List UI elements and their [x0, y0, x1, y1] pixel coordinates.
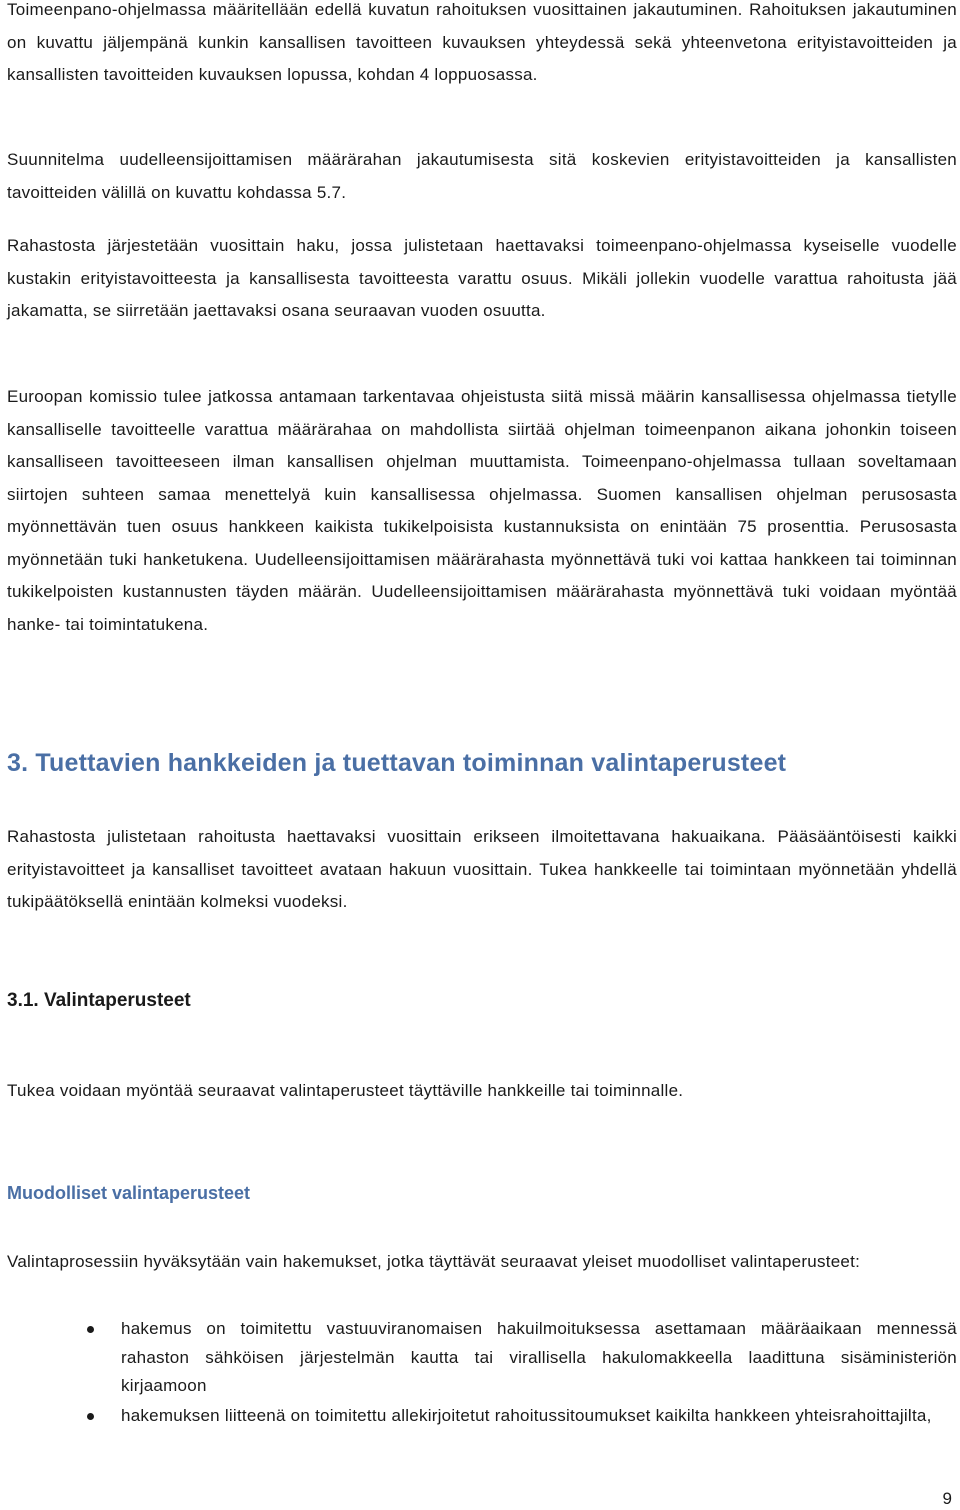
- bullet-icon: [87, 1326, 94, 1333]
- section-3-1-heading: 3.1. Valintaperusteet: [7, 990, 191, 1011]
- paragraph-formal-criteria-intro: Valintaprosessiin hyväksytään vain hakemukset, jotka täyttävät seuraavat yleiset muodolliset valintaperusteet:: [7, 1252, 861, 1271]
- formal-criteria-heading: Muodolliset valintaperusteet: [7, 1183, 251, 1203]
- paragraph-resettlement-plan: Suunnitelma uudelleensijoittamisen määrärahan jakautumisesta sitä koskevien erityistavoitteiden ja kansallisten tavoitteiden välillä on kuvattu kohdassa 5.7.: [7, 150, 957, 202]
- criteria-bullet-list: [7, 1315, 957, 1431]
- list-item-text: hakemus on toimitettu vastuuviranomaisen hakuilmoituksessa asettamaan määräaikaan mennessä rahaston sähköisen järjestelmän kautta tai virallisella hakulomakkeella laadittuna sisäministeriön kirjaamoon: [121, 1319, 957, 1395]
- paragraph-annual-call: Rahastosta järjestetään vuosittain haku, jossa julistetaan haettavaksi toimeenpano-ohjelmassa kyseiselle vuodelle kustakin erityistavoitteesta ja kansallisesta tavoitteesta varattu osuus. Mikäli jollekin vuodelle varattua rahoitusta jää jakamatta, se siirretään jaettavaksi osana seuraavan vuoden osuutta.: [7, 236, 957, 320]
- paragraph-selection-intro: Tukea voidaan myöntää seuraavat valintaperusteet täyttäville hankkeille tai toiminnalle.: [7, 1081, 684, 1100]
- paragraph-commission-guidance: Euroopan komissio tulee jatkossa antamaan tarkentavaa ohjeistusta siitä missä määrin kansallisessa ohjelmassa tietylle kansalliselle tavoitteelle varattua määrärahaa on mahdollista siirtää ohjelman toimeenpanon aikana johonkin toiseen kansalliseen tavoitteeseen ilman kansallisen ohjelman muuttamista. Toimeenpano-ohjelmassa tullaan soveltamaan siirtojen suhteen samaa menettelyä kuin kansallisessa ohjelmassa. Suomen kansallisen ohjelman perusosasta myönnettävän tuen osuus hankkeen kaikista tukikelpoisista kustannuksista on enintään 75 prosenttia. Perusosasta myönnetään tuki hanketukena. Uudelleensijoittamisen määrärahasta myönnettävä tuki voi kattaa hankkeen tai toiminnan tukikelpoisten kustannusten täyden määrän. Uudelleensijoittamisen määrärahasta myönnettävä tuki voidaan myöntää hanke- tai toimintatukena.: [7, 387, 957, 634]
- list-item-text: hakemuksen liitteenä on toimitettu allekirjoitetut rahoitussitoumukset kaikilta hankkeen yhteisrahoittajilta,: [121, 1405, 932, 1425]
- bullet-icon: [87, 1413, 94, 1420]
- paragraph-funding-distribution: Toimeenpano-ohjelmassa määritellään edellä kuvatun rahoituksen vuosittainen jakautuminen. Rahoituksen jakautuminen on kuvattu jäljempänä kunkin kansallisen tavoitteen kuvauksen yhteydessä sekä yhteenvetona erityistavoitteiden ja kansallisten tavoitteiden kuvauksen lopussa, kohdan 4 loppuosassa.: [7, 0, 957, 84]
- page-number: 9: [942, 1489, 952, 1508]
- paragraph-funding-calls: Rahastosta julistetaan rahoitusta haettavaksi vuosittain erikseen ilmoitettavana hakuaikana. Pääsääntöisesti kaikki erityistavoitteet ja kansalliset tavoitteet avataan hakuun vuosittain. Tukea hankkeelle tai toimintaan myönnetään yhdellä tukipäätöksellä enintään kolmeksi vuodeksi.: [7, 827, 957, 911]
- list-item: [7, 1402, 957, 1431]
- list-item: [7, 1315, 957, 1401]
- section-3-heading: 3. Tuettavien hankkeiden ja tuettavan toiminnan valintaperusteet: [7, 749, 787, 777]
